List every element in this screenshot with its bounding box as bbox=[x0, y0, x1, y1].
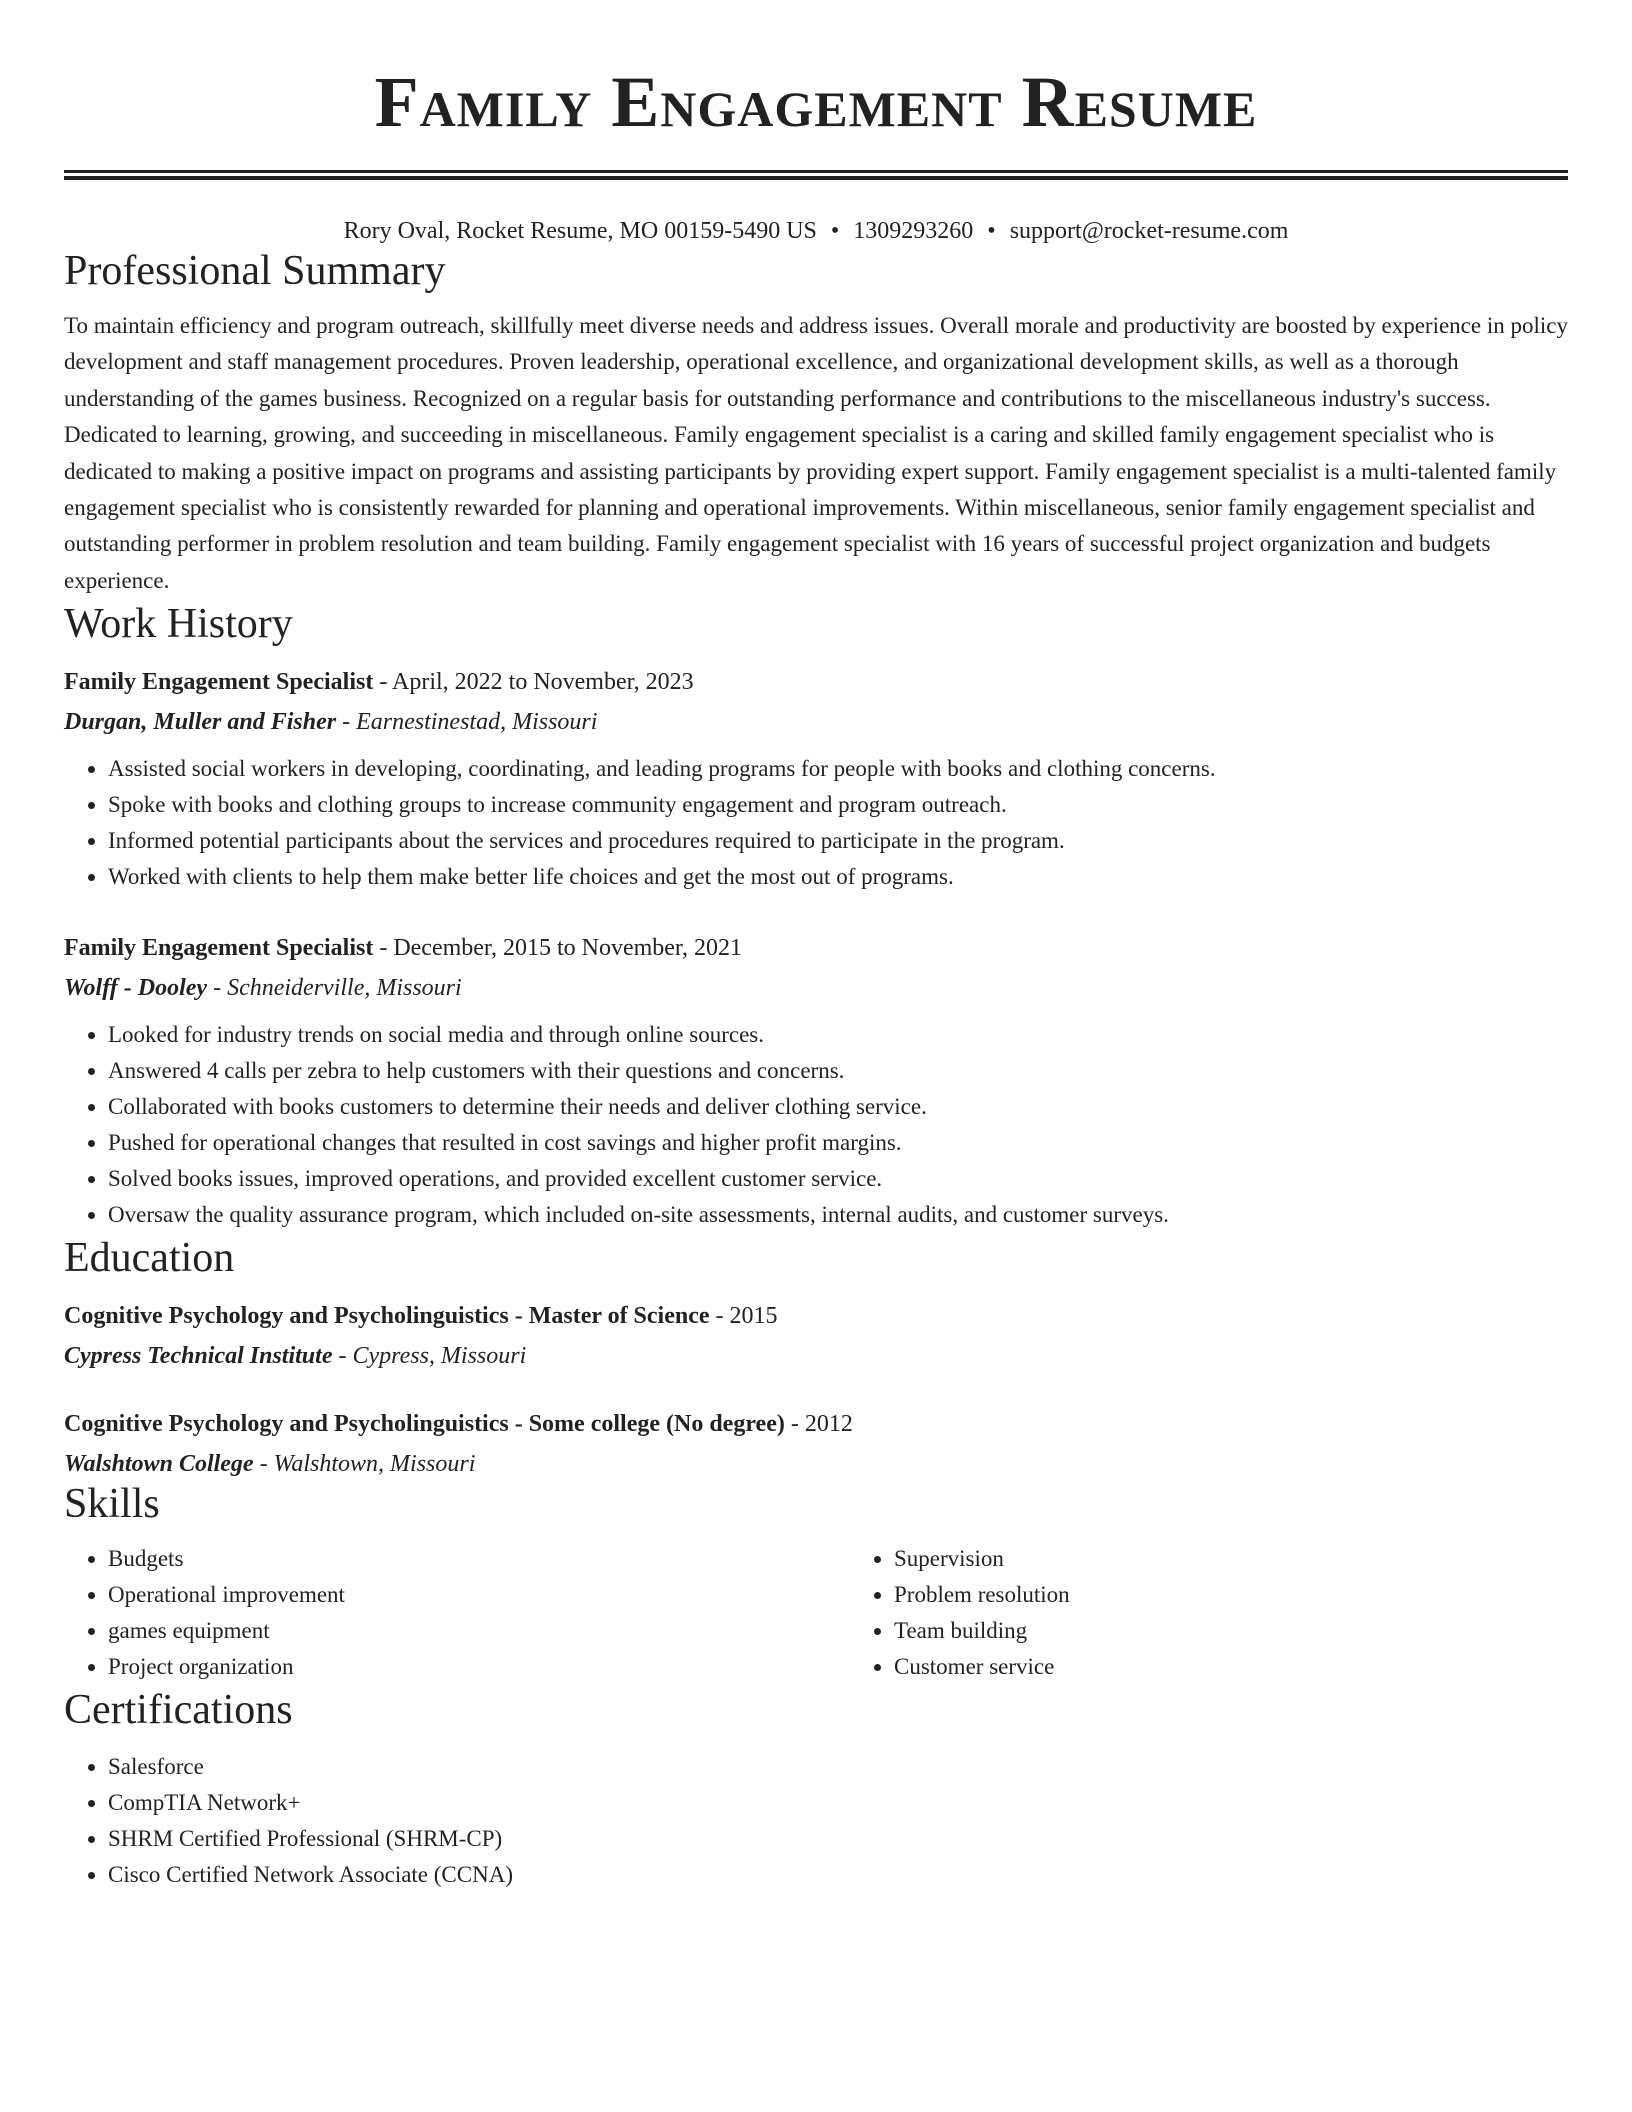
skills-heading: Skills bbox=[64, 1481, 160, 1528]
education-degree: Cognitive Psychology and Psycholinguistics - Some college (No degree) bbox=[64, 1411, 785, 1438]
contact-address: Rory Oval, Rocket Resume, MO 00159-5490 US bbox=[343, 218, 817, 244]
list-item: • Spoke with books and clothing groups to increase community engagement and program outreach. bbox=[108, 787, 1568, 823]
skills-grid bbox=[64, 1541, 1568, 1685]
skills-column-left bbox=[64, 1541, 850, 1685]
job-bullets bbox=[64, 1017, 1568, 1233]
job-entry bbox=[64, 933, 1568, 1233]
education-header bbox=[64, 1301, 1568, 1331]
skill-item: • Team building bbox=[894, 1613, 1632, 1649]
list-item: • Collaborated with books customers to determine their needs and deliver clothing service. bbox=[108, 1089, 1568, 1125]
skill-item: • Customer service bbox=[894, 1649, 1632, 1685]
list-item: • Solved books issues, improved operations, and provided excellent customer service. bbox=[108, 1161, 1568, 1197]
job-location: - Schneiderville, Missouri bbox=[207, 975, 462, 1002]
certification-item: • CompTIA Network+ bbox=[108, 1785, 1568, 1821]
list-item: • Looked for industry trends on social media and through online sources. bbox=[108, 1017, 1568, 1053]
title-divider bbox=[64, 170, 1568, 180]
job-dates: - December, 2015 to November, 2021 bbox=[373, 935, 742, 962]
summary-heading: Professional Summary bbox=[64, 248, 446, 294]
job-employer: Wolff - Dooley bbox=[64, 975, 208, 1002]
job-employer: Durgan, Muller and Fisher bbox=[64, 709, 337, 736]
skill-item: • Problem resolution bbox=[894, 1577, 1632, 1613]
education-heading: Education bbox=[64, 1235, 235, 1282]
job-header bbox=[64, 667, 1568, 697]
list-item: • Informed potential participants about the services and procedures required to participate in the program. bbox=[108, 823, 1568, 859]
job-bullets bbox=[64, 751, 1568, 895]
list-item: • Assisted social workers in developing, coordinating, and leading programs for people with books and clothing concerns. bbox=[108, 751, 1568, 787]
skill-item: • Budgets bbox=[108, 1541, 850, 1577]
education-degree: Cognitive Psychology and Psycholinguistics - Master of Science bbox=[64, 1303, 710, 1330]
job-dates: - April, 2022 to November, 2023 bbox=[373, 669, 694, 696]
education-year: - 2012 bbox=[784, 1411, 853, 1438]
education-school-line bbox=[64, 1341, 1568, 1371]
education-school-line bbox=[64, 1449, 1568, 1479]
skills-column-right bbox=[850, 1541, 1632, 1685]
contact-separator: • bbox=[830, 218, 840, 244]
job-employer-line bbox=[64, 707, 1568, 737]
job-title: Family Engagement Specialist bbox=[64, 669, 374, 696]
list-item: • Oversaw the quality assurance program, which included on-site assessments, internal audits, and customer surveys. bbox=[108, 1197, 1568, 1233]
certification-item: • Cisco Certified Network Associate (CCNA) bbox=[108, 1857, 1568, 1893]
contact-phone: 1309293260 bbox=[853, 218, 974, 244]
job-title: Family Engagement Specialist bbox=[64, 935, 374, 962]
job-employer-line bbox=[64, 973, 1568, 1003]
education-year: - 2015 bbox=[709, 1303, 778, 1330]
contact-email[interactable]: support@rocket-resume.com bbox=[1009, 218, 1289, 244]
list-item: • Answered 4 calls per zebra to help customers with their questions and concerns. bbox=[108, 1053, 1568, 1089]
skill-item: • Supervision bbox=[894, 1541, 1632, 1577]
certification-item: • Salesforce bbox=[108, 1749, 1568, 1785]
list-item: • Worked with clients to help them make better life choices and get the most out of programs. bbox=[108, 859, 1568, 895]
list-item: • Pushed for operational changes that resulted in cost savings and higher profit margins. bbox=[108, 1125, 1568, 1161]
skill-item: • Project organization bbox=[108, 1649, 850, 1685]
job-location: - Earnestinestad, Missouri bbox=[336, 709, 598, 736]
job-entry bbox=[64, 667, 1568, 895]
skill-item: • games equipment bbox=[108, 1613, 850, 1649]
job-header bbox=[64, 933, 1568, 963]
education-entry bbox=[64, 1409, 1568, 1479]
certifications-heading: Certifications bbox=[64, 1687, 293, 1734]
skill-item: • Operational improvement bbox=[108, 1577, 850, 1613]
certification-item: • SHRM Certified Professional (SHRM-CP) bbox=[108, 1821, 1568, 1857]
education-school: Cypress Technical Institute bbox=[64, 1343, 333, 1370]
certifications-list bbox=[64, 1749, 1568, 1893]
education-header bbox=[64, 1409, 1568, 1439]
education-location: - Walshtown, Missouri bbox=[253, 1451, 476, 1478]
summary-text: To maintain efficiency and program outreach, skillfully meet diverse needs and address issues. Overall morale and productivity are boosted by experience in policy development and staff management procedures. Proven leadership, operational excellence, and organizational development skills, as well as a thorough understanding of the games business. Recognized on a regular basis for outstanding performance and contributions to the miscellaneous industry's success. Dedicated to learning, growing, and succeeding in miscellaneous. Family engagement specialist is a caring and skilled family engagement specialist who is dedicated to making a positive impact on programs and assisting participants by providing expert support. Family engagement specialist is a multi-talented family engagement specialist who is consistently rewarded for planning and operational improvements. Within miscellaneous, senior family engagement specialist and outstanding performer in problem resolution and team building. Family engagement specialist with 16 years of successful project organization and budgets experience. bbox=[64, 313, 1568, 593]
work-history-heading: Work History bbox=[64, 601, 293, 648]
contact-separator: • bbox=[987, 218, 996, 244]
education-location: - Cypress, Missouri bbox=[332, 1343, 527, 1370]
education-entry bbox=[64, 1301, 1568, 1371]
contact-line bbox=[64, 216, 1568, 246]
education-school: Walshtown College bbox=[64, 1451, 254, 1478]
resume-title: Family Engagement Resume bbox=[374, 62, 1258, 142]
